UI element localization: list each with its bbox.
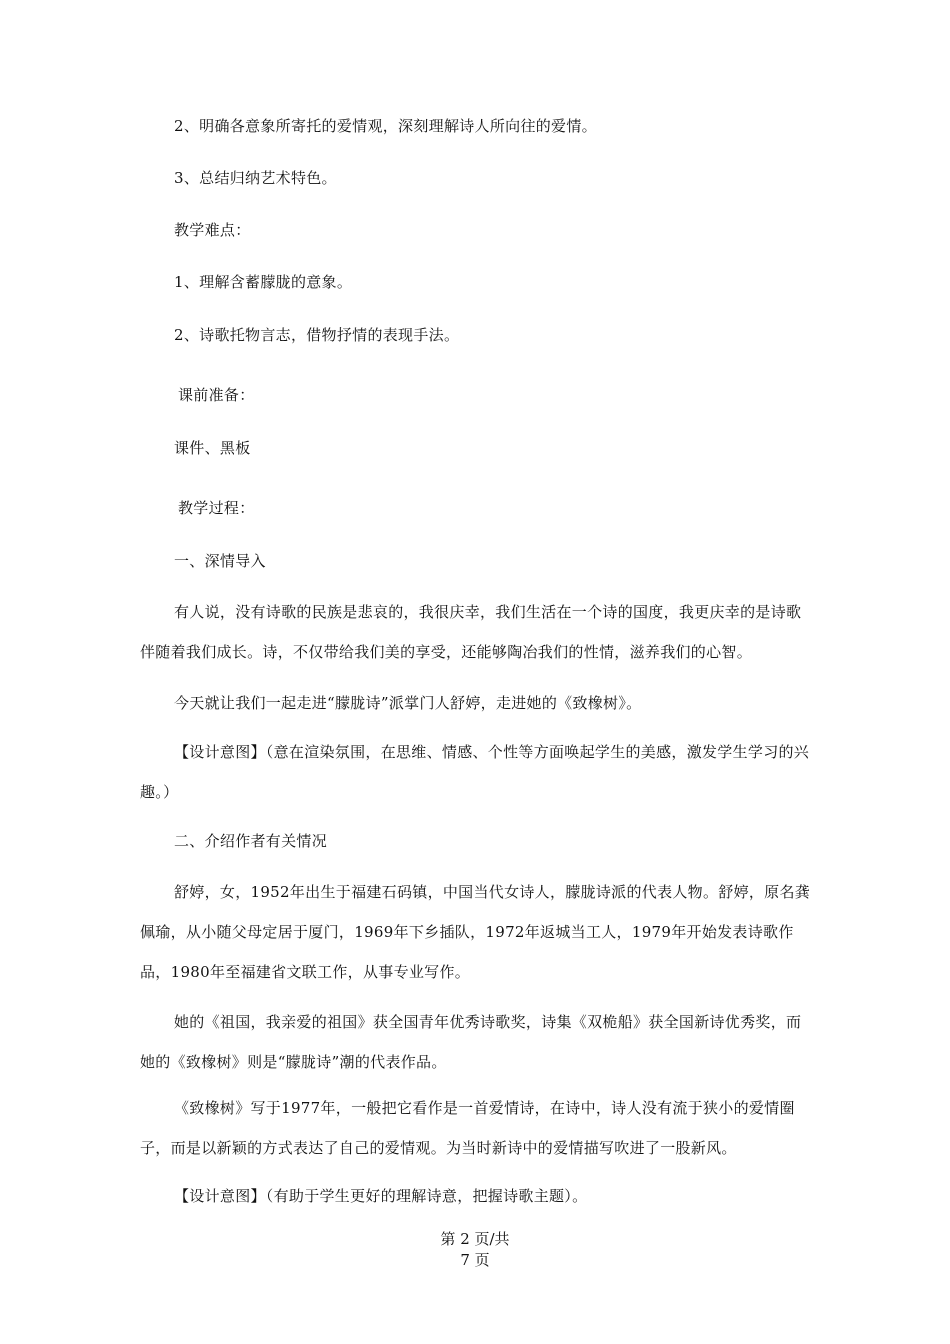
- author-bio-paragraph: 舒婷，女，1952年出生于福建石码镇，中国当代女诗人，朦胧诗派的代表人物。舒婷，原名龚佩瑜，从小随父母定居于厦门，1969年下乡插队，1972年返城当工人，1979年开始发表诗歌作品，1980年至福建省文联工作，从事专业写作。: [140, 883, 811, 981]
- difficulty-2: 2、诗歌托物言志，借物抒情的表现手法。: [174, 326, 460, 344]
- section-1-heading: 一、深情导入: [174, 552, 266, 570]
- intro-paragraph: 有人说，没有诗歌的民族是悲哀的，我很庆幸，我们生活在一个诗的国度，我更庆幸的是诗歌伴随着我们成长。诗，不仅带给我们美的享受，还能够陶冶我们的性情，滋养我们的心智。: [140, 603, 802, 661]
- difficulty-1: 1、理解含蓄朦胧的意象。: [174, 273, 353, 291]
- section-2-heading: 二、介绍作者有关情况: [174, 832, 328, 850]
- preparation-heading: 课前准备：: [178, 386, 255, 404]
- section-2-design-intent: 【设计意图】（有助于学生更好的理解诗意，把握诗歌主题）。: [174, 1187, 588, 1205]
- intro-oak-paragraph: 今天就让我们一起走进“朦胧诗”派掌门人舒婷，走进她的《致橡树》。: [174, 694, 642, 712]
- difficulty-heading: 教学难点：: [174, 221, 251, 239]
- page-number-line-2: 7 页: [460, 1251, 490, 1269]
- preparation-text: 课件、黑板: [174, 439, 251, 457]
- author-awards-paragraph: 她的《祖国，我亲爱的祖国》获全国青年优秀诗歌奖，诗集《双桅船》获全国新诗优秀奖，而她的《致橡树》则是“朦胧诗”潮的代表作品。: [140, 1013, 802, 1071]
- process-heading: 教学过程：: [178, 499, 255, 517]
- objective-3: 3、总结归纳艺术特色。: [174, 169, 337, 187]
- page-number-line-1: 第 2 页/共: [440, 1230, 510, 1248]
- objective-2: 2、明确各意象所寄托的爱情观，深刻理解诗人所向往的爱情。: [174, 117, 597, 135]
- section-1-design-intent: 【设计意图】（意在渲染氛围，在思维、情感、个性等方面唤起学生的美感，激发学生学习的兴趣。）: [140, 743, 810, 801]
- poem-background-paragraph: 《致橡树》写于1977年，一般把它看作是一首爱情诗，在诗中，诗人没有流于狭小的爱情圈子，而是以新颖的方式表达了自己的爱情观。为当时新诗中的爱情描写吹进了一股新风。: [140, 1099, 795, 1157]
